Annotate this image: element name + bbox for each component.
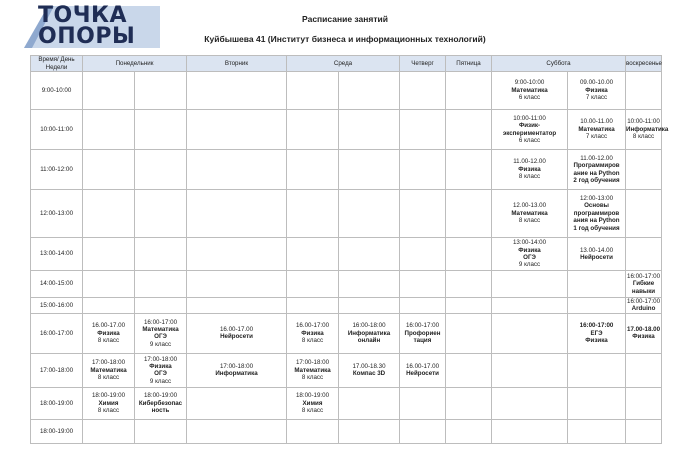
schedule-cell <box>626 238 662 271</box>
schedule-cell <box>568 271 626 298</box>
schedule-cell <box>83 190 135 238</box>
schedule-cell <box>626 150 662 190</box>
header-time: Время/ День Недели <box>31 56 83 72</box>
table-row <box>31 110 662 150</box>
class-time: 09.00-10.00 <box>579 79 614 87</box>
schedule-cell <box>446 419 492 443</box>
schedule-cell <box>492 419 568 443</box>
schedule-cell <box>187 238 287 271</box>
class-time: 16:00-17:00 <box>627 272 661 280</box>
schedule-cell <box>135 313 187 353</box>
class-subject: Математика <box>90 366 127 374</box>
class-subject: Химия <box>98 399 119 407</box>
class-subject: Гибкие <box>632 280 655 288</box>
class-time: 11.00-12.00 <box>513 158 546 166</box>
class-subject: ания на Python <box>573 217 620 225</box>
schedule-cell <box>568 419 626 443</box>
schedule-cell <box>187 150 287 190</box>
header-tuesday: Вторник <box>187 56 287 72</box>
class-subject: 1 год обучения <box>573 224 620 232</box>
class-time: 13:00-14:00 <box>512 239 547 247</box>
logo-line-1: ТОЧКА <box>38 3 127 28</box>
class-subject: Компас 3D <box>352 370 386 378</box>
header-sunday: воскресенье <box>626 56 662 72</box>
class-time: 18:00-19:00 <box>295 392 330 400</box>
time-slot: 18:00-19:00 <box>31 387 83 419</box>
schedule-cell <box>626 190 662 238</box>
schedule-cell <box>492 387 568 419</box>
class-subject: Нейросети <box>406 370 439 378</box>
schedule-cell <box>287 353 339 387</box>
schedule-cell <box>287 72 339 110</box>
table-row <box>31 238 662 271</box>
class-subject: онлайн <box>357 337 381 345</box>
table-row <box>31 72 662 110</box>
schedule-cell <box>339 110 400 150</box>
class-subject: Физика <box>632 333 655 341</box>
class-group: 6 класс <box>518 136 541 144</box>
schedule-cell <box>135 353 187 387</box>
schedule-cell <box>626 110 669 150</box>
schedule-cell <box>400 313 446 353</box>
schedule-cell <box>492 313 568 353</box>
time-slot: 17:00-18:00 <box>31 353 83 387</box>
class-subject: ЕГЭ <box>590 329 603 337</box>
schedule-cell <box>626 353 662 387</box>
schedule-cell <box>568 150 626 190</box>
class-subject: Математика <box>142 325 179 333</box>
schedule-cell <box>83 110 135 150</box>
time-slot: 10:00-11:00 <box>31 110 83 150</box>
schedule-cell <box>339 298 400 314</box>
schedule-cell <box>446 150 492 190</box>
class-subject: Физика <box>518 246 541 254</box>
class-subject: Профориен <box>404 329 441 337</box>
schedule-cell <box>626 298 662 314</box>
schedule-cell <box>568 72 626 110</box>
schedule-cell <box>568 110 626 150</box>
class-subject: Математика <box>294 366 331 374</box>
schedule-cell <box>446 238 492 271</box>
time-slot: 15:00-16:00 <box>31 298 83 314</box>
schedule-cell <box>135 238 187 271</box>
schedule-cell <box>492 150 568 190</box>
class-subject: Основы <box>584 202 609 210</box>
schedule-cell <box>446 353 492 387</box>
class-subject: Физика <box>97 329 120 337</box>
schedule-cell <box>187 190 287 238</box>
schedule-cell <box>135 271 187 298</box>
schedule-cell <box>400 190 446 238</box>
schedule-cell <box>568 238 626 271</box>
schedule-cell <box>446 110 492 150</box>
table-row <box>31 190 662 238</box>
class-time: 10.00-11.00 <box>580 118 613 126</box>
schedule-cell <box>83 150 135 190</box>
schedule-cell <box>83 387 135 419</box>
schedule-cell <box>287 271 339 298</box>
class-group: 8 класс <box>632 133 655 141</box>
schedule-cell <box>400 353 446 387</box>
schedule-cell <box>492 298 568 314</box>
class-time: 16.00-17.00 <box>219 325 254 333</box>
class-time: 18:00-19:00 <box>143 392 178 400</box>
schedule-cell <box>400 387 446 419</box>
schedule-cell <box>626 271 662 298</box>
class-group: 8 класс <box>518 173 541 181</box>
schedule-cell <box>568 190 626 238</box>
schedule-cell <box>492 353 568 387</box>
class-group: 7 класс <box>585 94 608 102</box>
class-group: 8 класс <box>97 407 120 415</box>
class-subject: Математика <box>511 209 548 217</box>
schedule-cell <box>83 298 135 314</box>
class-time: 17:00-18:00 <box>295 359 330 367</box>
schedule-cell <box>446 72 492 110</box>
header-row <box>31 56 662 72</box>
schedule-cell <box>187 110 287 150</box>
class-subject: Математика <box>578 125 615 133</box>
class-time: 16:00-17:00 <box>627 298 661 305</box>
class-time: 16:00-17:00 <box>143 318 178 326</box>
class-subject: тация <box>413 337 432 345</box>
page-title: Расписание занятий <box>302 14 388 24</box>
class-time: 17:00-18:00 <box>143 355 178 363</box>
schedule-cell <box>83 238 135 271</box>
schedule-cell <box>287 150 339 190</box>
class-group: 8 класс <box>301 407 324 415</box>
schedule-cell <box>400 238 446 271</box>
class-subject: Физика <box>149 362 172 370</box>
class-subject: Информатика <box>215 370 258 378</box>
class-subject: Физика <box>301 329 324 337</box>
schedule-cell <box>135 190 187 238</box>
schedule-cell <box>187 313 287 353</box>
schedule-cell <box>339 313 400 353</box>
schedule-cell <box>287 419 339 443</box>
schedule-cell <box>446 387 492 419</box>
schedule-cell <box>568 353 626 387</box>
logo-line-2: ОПОРЫ <box>38 24 136 49</box>
schedule-cell <box>626 313 662 353</box>
schedule-cell <box>339 353 400 387</box>
time-slot: 11:00-12:00 <box>31 150 83 190</box>
schedule-cell <box>187 298 287 314</box>
header-saturday: Суббота <box>492 56 626 72</box>
class-subject: Информатика <box>347 329 391 337</box>
class-subject: Кибербезопас <box>138 399 183 407</box>
schedule-cell <box>492 110 568 150</box>
schedule-cell <box>400 72 446 110</box>
class-subject: Физик- <box>518 122 541 130</box>
schedule-cell <box>187 419 287 443</box>
schedule-table <box>30 55 669 444</box>
class-time: 17:00-18:00 <box>219 362 254 370</box>
class-time: 17:00-18:00 <box>91 359 126 367</box>
class-time: 17.00-18.00 <box>627 325 661 333</box>
class-subject: ность <box>151 407 170 415</box>
schedule-cell <box>568 298 626 314</box>
schedule-cell <box>446 271 492 298</box>
class-subject: ОГЭ <box>154 370 167 378</box>
schedule-cell <box>187 353 287 387</box>
class-subject: Программиров <box>573 162 620 170</box>
time-slot: 12:00-13:00 <box>31 190 83 238</box>
header-wednesday: Среда <box>287 56 400 72</box>
class-time: 16.00-17.00 <box>91 322 126 330</box>
class-time: 12.00-13.00 <box>512 202 547 210</box>
schedule-cell <box>287 298 339 314</box>
schedule-cell <box>135 72 187 110</box>
schedule-cell <box>287 110 339 150</box>
class-subject: ОГЭ <box>154 333 167 341</box>
schedule-cell <box>135 150 187 190</box>
schedule-cell <box>339 238 400 271</box>
schedule-cell <box>339 150 400 190</box>
schedule-cell <box>187 72 287 110</box>
class-subject: программиров <box>573 209 620 217</box>
schedule-cell <box>339 72 400 110</box>
class-group: 9 класс <box>149 377 172 385</box>
class-time: 16:00-18:00 <box>352 322 386 330</box>
class-group: 6 класс <box>518 94 541 102</box>
schedule-cell <box>287 313 339 353</box>
schedule-cell <box>626 419 662 443</box>
schedule-cell <box>400 271 446 298</box>
class-subject: 2 год обучения <box>573 176 620 184</box>
table-row <box>31 419 662 443</box>
class-group: 8 класс <box>518 217 541 225</box>
class-time: 12:00-13:00 <box>579 194 614 202</box>
page-subtitle: Куйбышева 41 (Институт бизнеса и информационных технологий) <box>204 34 486 44</box>
schedule-cell <box>339 190 400 238</box>
class-time: 10:00-11:00 <box>513 114 546 122</box>
class-time: 16:00-17:00 <box>405 322 440 330</box>
header-thursday: Четверг <box>400 56 446 72</box>
schedule-cell <box>446 298 492 314</box>
schedule-cell <box>339 271 400 298</box>
class-time: 13.00-14.00 <box>579 246 614 254</box>
class-subject: экспериментатор <box>502 129 557 137</box>
time-slot: 16:00-17:00 <box>31 313 83 353</box>
class-subject: Физика <box>585 337 608 345</box>
class-subject: Физика <box>585 86 608 94</box>
schedule-cell <box>568 313 626 353</box>
class-group: 9 класс <box>149 340 172 348</box>
class-subject: ОГЭ <box>523 254 536 261</box>
table-row <box>31 387 662 419</box>
time-slot: 18:00-19:00 <box>31 419 83 443</box>
schedule-cell <box>83 271 135 298</box>
schedule-cell <box>568 387 626 419</box>
schedule-cell <box>339 419 400 443</box>
schedule-cell <box>626 72 662 110</box>
time-slot: 9:00-10:00 <box>31 72 83 110</box>
schedule-cell <box>135 110 187 150</box>
class-group: 8 класс <box>97 337 120 345</box>
schedule-cell <box>83 313 135 353</box>
schedule-cell <box>492 238 568 271</box>
schedule-cell <box>400 298 446 314</box>
class-subject: Нейросети <box>580 254 613 261</box>
class-time: 16.00-17.00 <box>405 362 440 370</box>
class-time: 16.00-17:00 <box>295 322 330 330</box>
class-subject: Информатика <box>626 125 669 133</box>
class-time: 9:00-10:00 <box>514 79 545 87</box>
schedule-cell <box>83 72 135 110</box>
class-group: 8 класс <box>97 374 120 382</box>
schedule-cell <box>83 419 135 443</box>
schedule-cell <box>400 419 446 443</box>
schedule-cell <box>187 271 287 298</box>
table-row <box>31 298 662 314</box>
schedule-cell <box>287 387 339 419</box>
schedule-cell <box>400 150 446 190</box>
schedule-cell <box>400 110 446 150</box>
class-time: 11.00-12.00 <box>580 154 613 162</box>
time-slot: 14:00-15:00 <box>31 271 83 298</box>
table-row <box>31 271 662 298</box>
class-time: 10:00-11:00 <box>627 118 660 126</box>
class-group: 9 класс <box>518 261 541 269</box>
schedule-cell <box>135 387 187 419</box>
schedule-cell <box>135 419 187 443</box>
schedule-cell <box>446 190 492 238</box>
class-time: 16:00-17:00 <box>579 322 614 330</box>
schedule-cell <box>187 387 287 419</box>
schedule-cell <box>135 298 187 314</box>
schedule-cell <box>339 387 400 419</box>
schedule-cell <box>287 190 339 238</box>
schedule-cell <box>626 387 662 419</box>
header-friday: Пятница <box>446 56 492 72</box>
class-subject: ание на Python <box>573 169 620 177</box>
schedule-cell <box>492 271 568 298</box>
class-group: 7 класс <box>585 133 608 141</box>
time-slot: 13:00-14:00 <box>31 238 83 271</box>
schedule-cell <box>83 353 135 387</box>
class-group: 8 класс <box>301 374 324 382</box>
class-subject: навыки <box>631 287 656 295</box>
schedule-cell <box>446 313 492 353</box>
table-row <box>31 150 662 190</box>
schedule-cell <box>287 238 339 271</box>
class-subject: Arduino <box>631 305 656 313</box>
class-subject: Нейросети <box>220 333 253 341</box>
table-row <box>31 313 662 353</box>
table-row <box>31 353 662 387</box>
class-subject: Математика <box>511 86 548 94</box>
class-time: 18:00-19:00 <box>91 392 126 400</box>
class-group: 8 класс <box>301 337 324 345</box>
class-time: 17.00-18.30 <box>352 362 386 370</box>
class-subject: Химия <box>302 399 323 407</box>
header-monday: Понедельник <box>83 56 187 72</box>
class-subject: Физика <box>518 165 541 173</box>
schedule-cell <box>492 190 568 238</box>
schedule-cell <box>492 72 568 110</box>
